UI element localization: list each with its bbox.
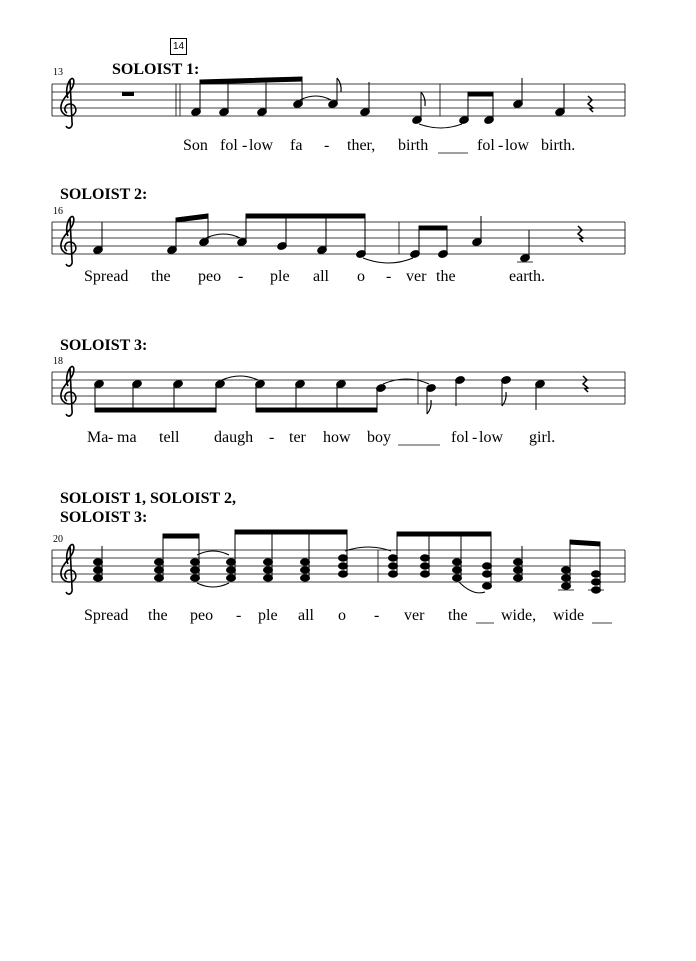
lyric-syllable: ple <box>270 268 290 285</box>
lyric-syllable: o <box>357 268 365 285</box>
lyric-hyphen: - <box>324 137 330 154</box>
lyric-hyphen: - <box>236 607 242 624</box>
lyric-hyphen: - <box>238 268 244 285</box>
soloist-label: SOLOIST 1, SOLOIST 2, <box>60 490 236 507</box>
treble-clef-icon <box>61 78 76 128</box>
lyric-syllable: ther, <box>347 137 376 154</box>
lyric-syllable: the <box>151 268 171 285</box>
soloist-label: SOLOIST 1: <box>112 61 200 78</box>
lyric-hyphen: - <box>269 429 275 446</box>
lyric-syllable: low <box>505 137 529 154</box>
lyric-syllable: ver <box>404 607 425 624</box>
lyric-syllable: ter <box>289 429 306 446</box>
lyric-syllable: ple <box>258 607 278 624</box>
chords-system-4 <box>94 530 605 593</box>
treble-clef-icon <box>61 544 76 594</box>
notes-system-3 <box>94 375 588 414</box>
lyric-syllable: wide, <box>501 607 537 624</box>
lyric-syllable: the <box>436 268 456 285</box>
staff-system-3 <box>52 372 625 404</box>
lyric-syllable: the <box>148 607 168 624</box>
lyric-syllable: fol <box>451 429 469 446</box>
lyric-syllable: birth <box>398 137 429 154</box>
lyric-syllable: peo <box>190 607 214 624</box>
lyric-syllable: tell <box>159 429 180 446</box>
notes-system-1 <box>191 77 593 128</box>
lyric-syllable: fol <box>477 137 495 154</box>
lyric-hyphen: - <box>498 137 504 154</box>
lyric-syllable: Spread <box>84 268 129 285</box>
soloist-label: SOLOIST 3: <box>60 337 148 354</box>
lyric-syllable: how <box>323 429 351 446</box>
treble-clef-icon <box>61 216 76 266</box>
lyric-hyphen: - <box>386 268 392 285</box>
staff-system-1 <box>52 84 625 116</box>
lyric-syllable: fa <box>290 137 303 154</box>
lyric-syllable: all <box>313 268 329 285</box>
lyric-hyphen: - <box>108 429 114 446</box>
whole-rest <box>122 92 134 96</box>
lyric-syllable: Ma <box>87 429 109 446</box>
lyric-syllable: o <box>338 607 346 624</box>
lyric-hyphen: - <box>472 429 478 446</box>
lyric-syllable: girl. <box>529 429 556 446</box>
measure-number: 13 <box>53 67 63 78</box>
lyric-syllable: ma <box>117 429 137 446</box>
measure-number: 20 <box>53 534 63 545</box>
lyric-syllable: Son <box>183 137 208 154</box>
lyric-syllable: earth. <box>509 268 545 285</box>
lyric-syllable: Spread <box>84 607 129 624</box>
lyric-syllable: boy <box>367 429 391 446</box>
soloist-label: SOLOIST 3: <box>60 509 148 526</box>
lyric-syllable: ver <box>406 268 427 285</box>
lyric-syllable: fol <box>220 137 238 154</box>
lyric-hyphen: - <box>374 607 380 624</box>
lyric-syllable: peo <box>198 268 222 285</box>
treble-clef-icon <box>61 366 76 416</box>
notes-system-2 <box>93 214 583 263</box>
lyric-hyphen: - <box>242 137 248 154</box>
lyric-syllable: daugh <box>214 429 254 446</box>
lyric-syllable: the <box>448 607 468 624</box>
lyric-syllable: wide <box>553 607 585 624</box>
rehearsal-mark: 14 <box>170 38 187 55</box>
measure-number: 16 <box>53 206 63 217</box>
soloist-label: SOLOIST 2: <box>60 186 148 203</box>
lyric-syllable: low <box>249 137 273 154</box>
lyric-syllable: all <box>298 607 314 624</box>
staff-system-2 <box>52 222 625 254</box>
lyric-syllable: low <box>479 429 503 446</box>
lyric-syllable: birth. <box>541 137 576 154</box>
measure-number: 18 <box>53 356 63 367</box>
